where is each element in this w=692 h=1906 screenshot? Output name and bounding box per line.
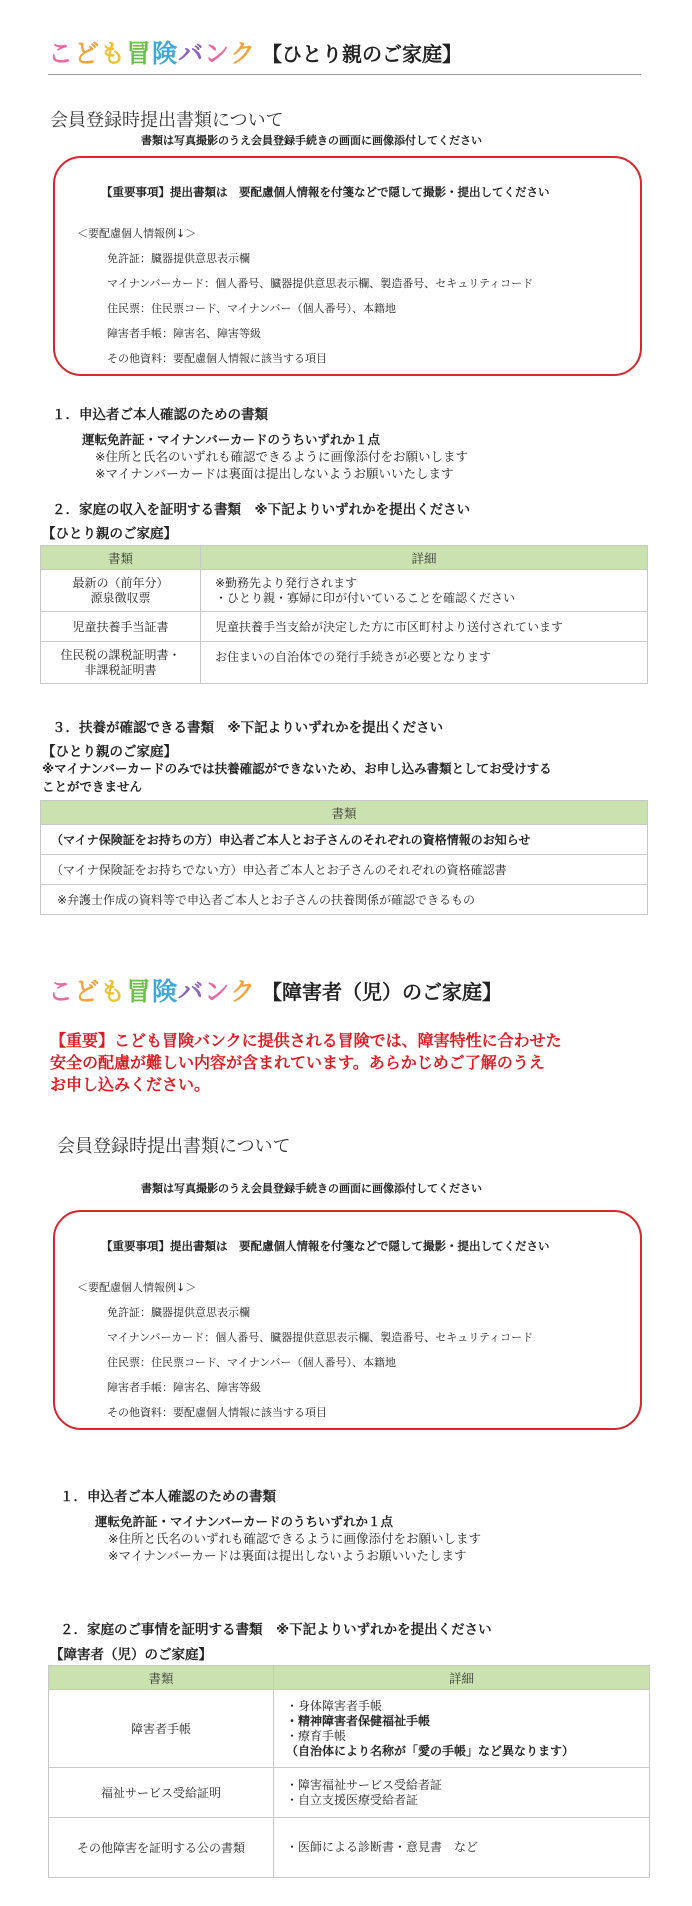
important-head: 【重要事項】提出書類は 要配慮個人情報を付箋などで隠して撮影・提出してください [101,185,550,199]
table-cell: （マイナ保険証をお持ちでない方）申込者ご本人とお子さんのそれぞれの資格確認書 [41,855,648,885]
logo-char: ン [204,39,231,68]
example-item: 免許証：臓器提供意思表示欄 [107,252,250,265]
logo-char: 冒 [126,39,153,68]
table-row [41,825,648,855]
example-item: その他資料：要配慮個人情報に該当する項目 [107,1406,327,1419]
photo-note: 書類は写真撮影のうえ会員登録手続きの画面に画像添付してください [141,1182,482,1195]
table-header: 詳細 [201,546,648,570]
logo-char: バ [178,977,205,1006]
detail-item: ・身体障害者手帳 [286,1698,383,1713]
table-row [41,885,648,915]
circumstances-title: ２．家庭のご事情を証明する書類 ※下記よりいずれかを提出ください [60,1622,492,1638]
table-header: 詳細 [274,1666,650,1690]
dependent-title: ３．扶養が確認できる書類 ※下記よりいずれかを提出ください [52,720,444,736]
logo-char: こ [48,39,75,68]
table-cell-detail [274,1818,650,1878]
detail-item: ・自立支援医療受給者証 [286,1792,419,1807]
example-item: マイナンバーカード：個人番号、臓器提供意思表示欄、製造番号、セキュリティコード [107,277,534,290]
table-header: 書類 [49,1666,274,1690]
table-row [41,642,648,684]
logo-char: も [100,39,127,68]
id-docs-main: 運転免許証・マイナンバーカードのうちいずれか１点 [95,1514,394,1529]
detail-item: （自治体により名称が「愛の手帳」など異なります） [286,1743,575,1758]
example-item: その他資料：要配慮個人情報に該当する項目 [107,352,327,365]
table-header: 書類 [41,546,201,570]
logo-char: ク [230,977,257,1006]
example-item: マイナンバーカード：個人番号、臓器提供意思表示欄、製造番号、セキュリティコード [107,1331,534,1344]
warning-line: 安全の配慮が難しい内容が含まれています。あらかじめご了解のうえ [50,1053,545,1072]
table-cell-doc [41,642,201,684]
table-row [49,1768,650,1818]
cell-text: 非課税証明書 [84,662,157,677]
divider [48,74,641,75]
table-cell-doc: 児童扶養手当証書 [41,612,201,642]
logo-char: ク [230,39,257,68]
cell-text: 住民税の課税証明書・ [60,647,181,662]
example-item: 住民票：住民票コード、マイナンバー（個人番号）、本籍地 [107,1356,396,1369]
example-item: 免許証：臓器提供意思表示欄 [107,1306,250,1319]
id-docs-note: ※住所と氏名のいずれも確認できるように画像添付をお願いします [95,449,468,464]
cell-text: 源泉徴収票 [90,590,151,605]
dependent-note: ※マイナンバーカードのみでは扶養確認ができないため、お申し込み書類としてお受けする [42,761,552,776]
important-head: 【重要事項】提出書類は 要配慮個人情報を付箋などで隠して撮影・提出してください [101,1239,550,1253]
logo-char: バ [178,39,205,68]
logo-char: ン [204,977,231,1006]
detail-item: ・療育手帳 [286,1728,347,1743]
table-cell-doc: その他障害を証明する公の書類 [49,1818,274,1878]
detail-item: ・精神障害者保健福祉手帳 [286,1713,431,1728]
logo-char: ど [74,39,101,68]
id-docs-note: ※マイナンバーカードは裏面は提出しないようお願いいたします [108,1548,467,1563]
table-row [41,855,648,885]
id-docs-note: ※住所と氏名のいずれも確認できるように画像添付をお願いします [108,1531,481,1546]
table-cell-doc: 障害者手帳 [49,1690,274,1768]
table-cell-doc [41,570,201,612]
logo [48,34,256,70]
warning-line: 【重要】こども冒険バンクに提供される冒険では、障害特性に合わせた [50,1031,562,1050]
important-notice-box [53,156,642,376]
table-cell-detail [274,1768,650,1818]
example-label: ＜要配慮個人情報例↓＞ [77,227,197,240]
logo-char: こ [48,977,75,1006]
cell-text: ・ひとり親・寡婦に印が付いていることを確認ください [215,590,516,605]
example-item: 住民票：住民票コード、マイナンバー（個人番号）、本籍地 [107,302,396,315]
section-heading: 会員登録時提出書類について [57,1136,291,1157]
table-row [49,1818,650,1878]
logo-char: ど [74,977,101,1006]
example-item: 障害者手帳：障害名、障害等級 [107,1381,261,1394]
logo-char: 冒 [126,977,153,1006]
table-row [41,570,648,612]
important-notice-box [53,1210,642,1430]
table-row [49,1690,650,1768]
example-item: 障害者手帳：障害名、障害等級 [107,327,261,340]
table-header: 書類 [41,801,648,825]
logo [48,972,256,1008]
table-cell: ※弁護士作成の資料等で申込者ご本人とお子さんの扶養関係が確認できるもの [41,885,648,915]
id-docs-title: １．申込者ご本人確認のための書類 [60,1489,276,1505]
circumstances-sub: 【障害者（児）のご家庭】 [50,1647,212,1663]
table-row [41,612,648,642]
income-sub: 【ひとり親のご家庭】 [42,526,177,542]
table-cell: （マイナ保険証をお持ちの方）申込者ご本人とお子さんのそれぞれの資格情報のお知らせ [41,825,648,855]
income-table [40,545,648,684]
table-cell-detail [201,570,648,612]
logo-char: も [100,977,127,1006]
example-label: ＜要配慮個人情報例↓＞ [77,1281,197,1294]
family-title: 【ひとり親のご家庭】 [262,42,462,66]
dependent-note: ことができません [42,779,143,794]
table-cell-detail: 児童扶養手当支給が決定した方に市区町村より送付されています [201,612,648,642]
logo-char: 険 [152,39,179,68]
detail-item: ・医師による診断書・意見書 など [286,1840,479,1854]
cell-text: 最新の（前年分） [72,575,169,590]
photo-note: 書類は写真撮影のうえ会員登録手続きの画面に画像添付してください [141,134,482,147]
id-docs-main: 運転免許証・マイナンバーカードのうちいずれか１点 [82,432,381,447]
id-docs-title: １．申込者ご本人確認のための書類 [52,407,268,423]
warning-text [50,1030,562,1096]
income-title: ２．家庭の収入を証明する書類 ※下記よりいずれかを提出ください [52,502,471,518]
circumstances-table [48,1665,650,1878]
table-cell-doc: 福祉サービス受給証明 [49,1768,274,1818]
dependent-table [40,800,648,915]
cell-text: ※勤務先より発行されます [215,575,358,590]
section-heading: 会員登録時提出書類について [50,110,284,131]
detail-item: ・障害福祉サービス受給者証 [286,1777,443,1792]
logo-char: 険 [152,977,179,1006]
family-title: 【障害者（児）のご家庭】 [262,980,502,1004]
warning-line: お申し込みください。 [50,1075,211,1094]
table-cell-detail: お住まいの自治体での発行手続きが必要となります [201,642,648,684]
table-cell-detail [274,1690,650,1768]
dependent-sub: 【ひとり親のご家庭】 [42,744,177,760]
id-docs-note: ※マイナンバーカードは裏面は提出しないようお願いいたします [95,466,454,481]
